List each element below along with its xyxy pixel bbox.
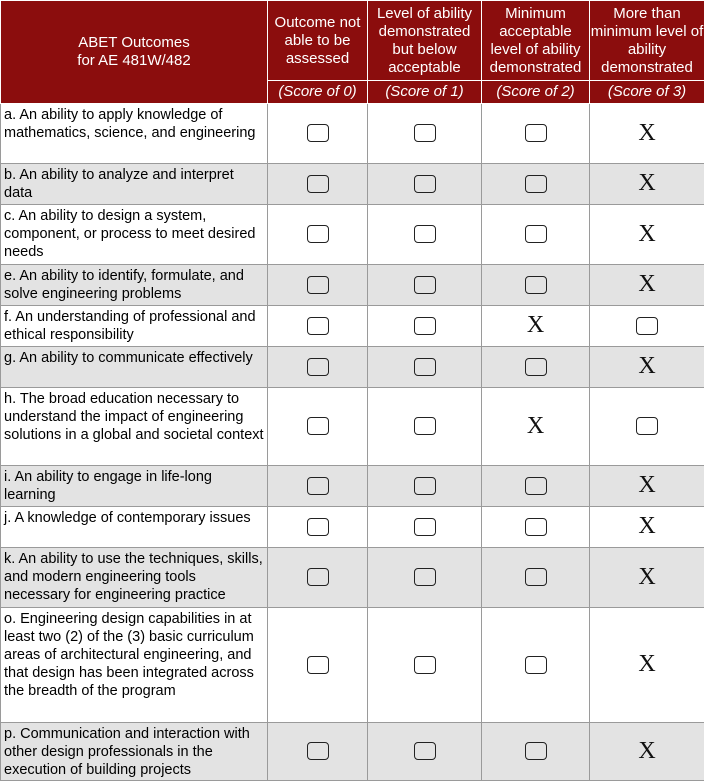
- table-row: [1, 466, 704, 507]
- checkbox-empty[interactable]: [307, 225, 329, 243]
- score-cell-0: [268, 265, 368, 306]
- outcome-text: c. An ability to design a system, component, or process to meet desired needs: [1, 205, 268, 265]
- checkbox-empty[interactable]: [636, 317, 658, 335]
- score-cell-3: [590, 388, 704, 466]
- selected-mark[interactable]: X: [638, 120, 655, 146]
- score-cell-1: [368, 608, 482, 723]
- checkbox-empty[interactable]: [414, 124, 436, 142]
- score-cell-1: [368, 205, 482, 265]
- selected-mark[interactable]: X: [638, 513, 655, 539]
- score-cell-3: [590, 164, 704, 205]
- outcome-text: f. An understanding of professional and ethical responsibility: [1, 306, 268, 347]
- score-cell-1: [368, 306, 482, 347]
- score-cell-3: [590, 608, 704, 723]
- checkbox-empty[interactable]: [414, 276, 436, 294]
- table-row: [1, 205, 704, 265]
- column-header-score-3: More than minimum level of ability demonstrated: [590, 1, 704, 81]
- checkbox-empty[interactable]: [307, 656, 329, 674]
- checkbox-empty[interactable]: [525, 124, 547, 142]
- checkbox-empty[interactable]: [307, 358, 329, 376]
- score-label-0: (Score of 0): [268, 81, 368, 104]
- checkbox-empty[interactable]: [307, 276, 329, 294]
- score-cell-3: [590, 306, 704, 347]
- table-title: [1, 1, 268, 104]
- checkbox-empty[interactable]: [525, 276, 547, 294]
- checkbox-empty[interactable]: [307, 742, 329, 760]
- selected-mark[interactable]: X: [638, 221, 655, 247]
- score-cell-2: [482, 388, 590, 466]
- score-cell-3: [590, 205, 704, 265]
- score-cell-2: [482, 104, 590, 164]
- checkbox-empty[interactable]: [307, 124, 329, 142]
- checkbox-empty[interactable]: [307, 175, 329, 193]
- checkbox-empty[interactable]: [307, 477, 329, 495]
- table-row: [1, 347, 704, 388]
- checkbox-empty[interactable]: [525, 518, 547, 536]
- score-cell-0: [268, 388, 368, 466]
- checkbox-empty[interactable]: [307, 518, 329, 536]
- checkbox-empty[interactable]: [414, 568, 436, 586]
- score-cell-2: [482, 265, 590, 306]
- table-row: [1, 265, 704, 306]
- score-cell-0: [268, 548, 368, 608]
- checkbox-empty[interactable]: [525, 742, 547, 760]
- column-header-score-2: Minimum acceptable level of ability demonstrated: [482, 1, 590, 81]
- score-cell-3: [590, 104, 704, 164]
- selected-mark[interactable]: X: [527, 312, 544, 338]
- score-cell-1: [368, 265, 482, 306]
- table-title-line1: ABET Outcomes: [78, 34, 189, 51]
- score-cell-2: [482, 507, 590, 548]
- table-row: [1, 608, 704, 723]
- selected-mark[interactable]: X: [638, 271, 655, 297]
- table-row: [1, 507, 704, 548]
- score-cell-1: [368, 164, 482, 205]
- checkbox-empty[interactable]: [307, 568, 329, 586]
- score-cell-1: [368, 347, 482, 388]
- table-row: [1, 388, 704, 466]
- score-cell-1: [368, 507, 482, 548]
- score-cell-1: [368, 548, 482, 608]
- checkbox-empty[interactable]: [414, 225, 436, 243]
- table-row: [1, 164, 704, 205]
- outcome-text: k. An ability to use the techniques, skills, and modern engineering tools necessary for engineering practice: [1, 548, 268, 608]
- column-header-score-1: Level of ability demonstrated but below acceptable: [368, 1, 482, 81]
- score-cell-3: [590, 347, 704, 388]
- checkbox-empty[interactable]: [414, 518, 436, 536]
- outcome-text: i. An ability to engage in life-long learning: [1, 466, 268, 507]
- selected-mark[interactable]: X: [638, 564, 655, 590]
- checkbox-empty[interactable]: [414, 317, 436, 335]
- checkbox-empty[interactable]: [414, 742, 436, 760]
- score-cell-2: [482, 306, 590, 347]
- score-cell-0: [268, 164, 368, 205]
- score-cell-2: [482, 347, 590, 388]
- score-cell-0: [268, 466, 368, 507]
- outcome-text: b. An ability to analyze and interpret data: [1, 164, 268, 205]
- score-cell-0: [268, 306, 368, 347]
- score-label-3: (Score of 3): [590, 81, 704, 104]
- score-cell-3: [590, 723, 704, 781]
- score-cell-1: [368, 466, 482, 507]
- score-cell-2: [482, 608, 590, 723]
- score-cell-3: [590, 466, 704, 507]
- selected-mark[interactable]: X: [527, 413, 544, 439]
- checkbox-empty[interactable]: [414, 417, 436, 435]
- checkbox-empty[interactable]: [414, 656, 436, 674]
- checkbox-empty[interactable]: [414, 477, 436, 495]
- selected-mark[interactable]: X: [638, 170, 655, 196]
- checkbox-empty[interactable]: [525, 225, 547, 243]
- table-title-line2: for AE 481W/482: [77, 52, 190, 69]
- table-row: [1, 548, 704, 608]
- score-label-2: (Score of 2): [482, 81, 590, 104]
- score-cell-3: [590, 507, 704, 548]
- checkbox-empty[interactable]: [525, 358, 547, 376]
- score-cell-0: [268, 723, 368, 781]
- outcome-text: p. Communication and interaction with other design professionals in the execution of building projects: [1, 723, 268, 781]
- score-cell-2: [482, 723, 590, 781]
- checkbox-empty[interactable]: [307, 417, 329, 435]
- table-row: [1, 104, 704, 164]
- score-cell-2: [482, 466, 590, 507]
- score-label-1: (Score of 1): [368, 81, 482, 104]
- score-cell-0: [268, 104, 368, 164]
- outcome-text: e. An ability to identify, formulate, and solve engineering problems: [1, 265, 268, 306]
- table-row: [1, 723, 704, 781]
- table-row: [1, 306, 704, 347]
- outcome-text: h. The broad education necessary to understand the impact of engineering solutions in a global and societal context: [1, 388, 268, 466]
- checkbox-empty[interactable]: [414, 358, 436, 376]
- outcome-rows: [1, 104, 704, 781]
- score-cell-3: [590, 548, 704, 608]
- score-cell-0: [268, 507, 368, 548]
- score-cell-2: [482, 205, 590, 265]
- checkbox-empty[interactable]: [525, 656, 547, 674]
- checkbox-empty[interactable]: [525, 568, 547, 586]
- score-cell-0: [268, 608, 368, 723]
- score-cell-1: [368, 723, 482, 781]
- outcome-text: o. Engineering design capabilities in at least two (2) of the (3) basic curriculum areas of architectural engineering, and that design has been integrated across the breadth of the program: [1, 608, 268, 723]
- checkbox-empty[interactable]: [307, 317, 329, 335]
- checkbox-empty[interactable]: [525, 175, 547, 193]
- checkbox-empty[interactable]: [636, 417, 658, 435]
- checkbox-empty[interactable]: [525, 477, 547, 495]
- score-cell-2: [482, 164, 590, 205]
- checkbox-empty[interactable]: [414, 175, 436, 193]
- score-cell-3: [590, 265, 704, 306]
- score-cell-1: [368, 104, 482, 164]
- score-cell-0: [268, 347, 368, 388]
- score-cell-2: [482, 548, 590, 608]
- selected-mark[interactable]: X: [638, 738, 655, 764]
- selected-mark[interactable]: X: [638, 472, 655, 498]
- selected-mark[interactable]: X: [638, 651, 655, 677]
- outcome-text: j. A knowledge of contemporary issues: [1, 507, 268, 548]
- outcome-text: g. An ability to communicate effectively: [1, 347, 268, 388]
- selected-mark[interactable]: X: [638, 353, 655, 379]
- score-cell-1: [368, 388, 482, 466]
- outcome-text: a. An ability to apply knowledge of mathematics, science, and engineering: [1, 104, 268, 164]
- column-header-score-0: Outcome not able to be assessed: [268, 1, 368, 81]
- score-cell-0: [268, 205, 368, 265]
